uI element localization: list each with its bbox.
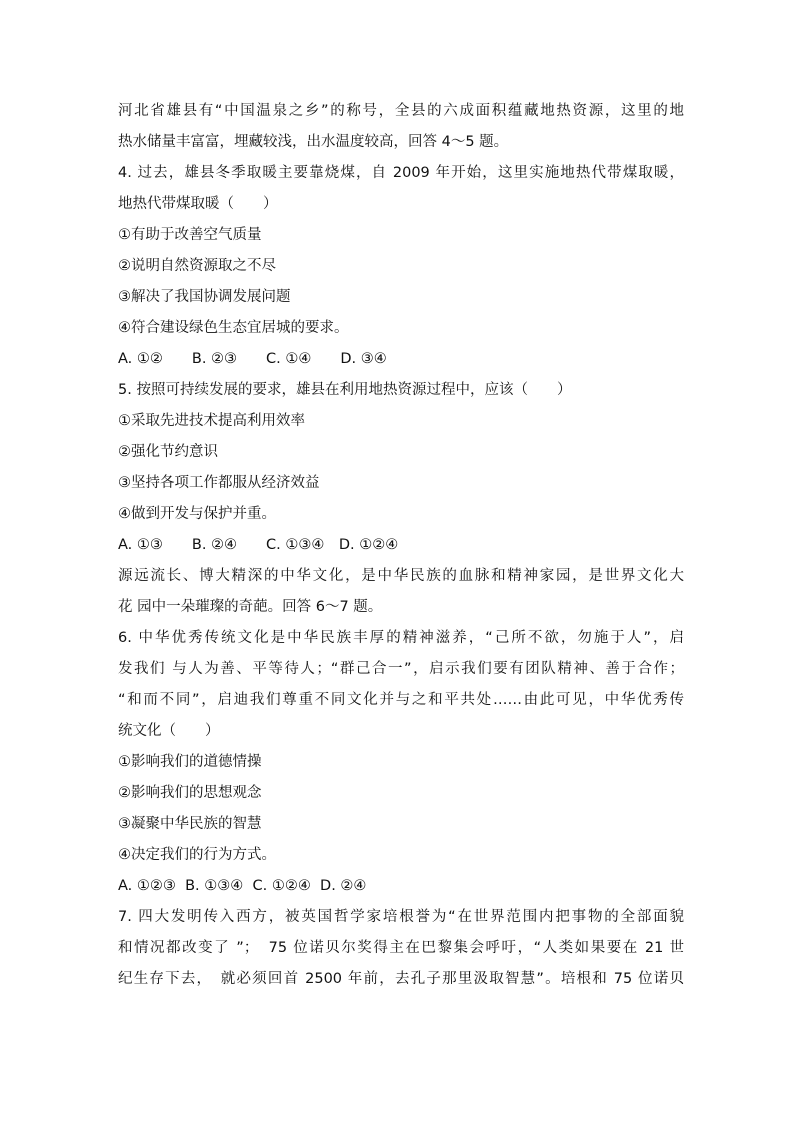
question-6-stem: “和而不同”，启迪我们尊重不同文化并与之和平共处……由此可见，中华优秀传 (118, 692, 684, 708)
question-4-statement: ②说明自然资源取之不尽 (118, 258, 276, 274)
question-5-statement: ③坚持各项工作都服从经济效益 (118, 475, 320, 491)
question-7-stem: 和情况都改变了 ”； 75 位诺贝尔奖得主在巴黎集会呼吁，“人类如果要在 21 世 (118, 940, 684, 956)
question-6-statement: ④决定我们的行为方式。 (118, 847, 276, 863)
question-4-statement: ④符合建设绿色生态宜居城的要求。 (118, 320, 349, 336)
question-7-stem: 纪生存下去， 就必须回首 2500 年前，去孔子那里汲取智慧”。培根和 75 位诺贝 (118, 971, 684, 987)
question-4-statement: ①有助于改善空气质量 (118, 227, 262, 243)
question-5-options: A. ①③ B. ②④ C. ①③④ D. ①②④ (118, 537, 399, 553)
culture-paragraph-line: 源远流长、博大精深的中华文化，是中华民族的血脉和精神家园，是世界文化大 (118, 568, 684, 584)
question-6-stem: 统文化（ ） (118, 723, 220, 739)
question-6-options: A. ①②③ B. ①③④ C. ①②④ D. ②④ (118, 878, 367, 894)
question-4-stem: 地热代带煤取暖（ ） (118, 196, 278, 212)
question-4-statement: ③解决了我国协调发展问题 (118, 289, 291, 305)
question-7-stem: 7. 四大发明传入西方，被英国哲学家培根誉为“在世界范围内把事物的全部面貌 (118, 909, 684, 925)
question-6-statement: ②影响我们的思想观念 (118, 785, 262, 801)
question-5-statement: ①采取先进技术提高利用效率 (118, 413, 305, 429)
document-page (118, 96, 684, 995)
intro-paragraph-line: 河北省雄县有“中国温泉之乡”的称号，全县的六成面积蕴藏地热资源，这里的地 (118, 103, 684, 119)
question-6-stem: 发我们 与人为善、平等待人；“群己合一”，启示我们要有团队精神、善于合作； (118, 661, 684, 677)
culture-paragraph-line: 花 园中一朵璀璨的奇葩。回答 6～7 题。 (118, 599, 383, 615)
question-4-stem: 4. 过去，雄县冬季取暖主要靠烧煤，自 2009 年开始，这里实施地热代带煤取暖， (118, 165, 684, 181)
intro-paragraph-line: 热水储量丰富富，埋藏较浅，出水温度较高，回答 4～5 题。 (118, 134, 509, 150)
question-5-statement: ④做到开发与保护并重。 (118, 506, 276, 522)
question-6-stem: 6. 中华优秀传统文化是中华民族丰厚的精神滋养，“己所不欲，勿施于人”，启 (118, 630, 684, 646)
question-5-stem: 5. 按照可持续发展的要求，雄县在利用地热资源过程中，应该（ ） (118, 382, 572, 398)
question-5-statement: ②强化节约意识 (118, 444, 218, 460)
question-6-statement: ③凝聚中华民族的智慧 (118, 816, 262, 832)
question-6-statement: ①影响我们的道德情操 (118, 754, 262, 770)
question-4-options: A. ①② B. ②③ C. ①④ D. ③④ (118, 351, 387, 367)
